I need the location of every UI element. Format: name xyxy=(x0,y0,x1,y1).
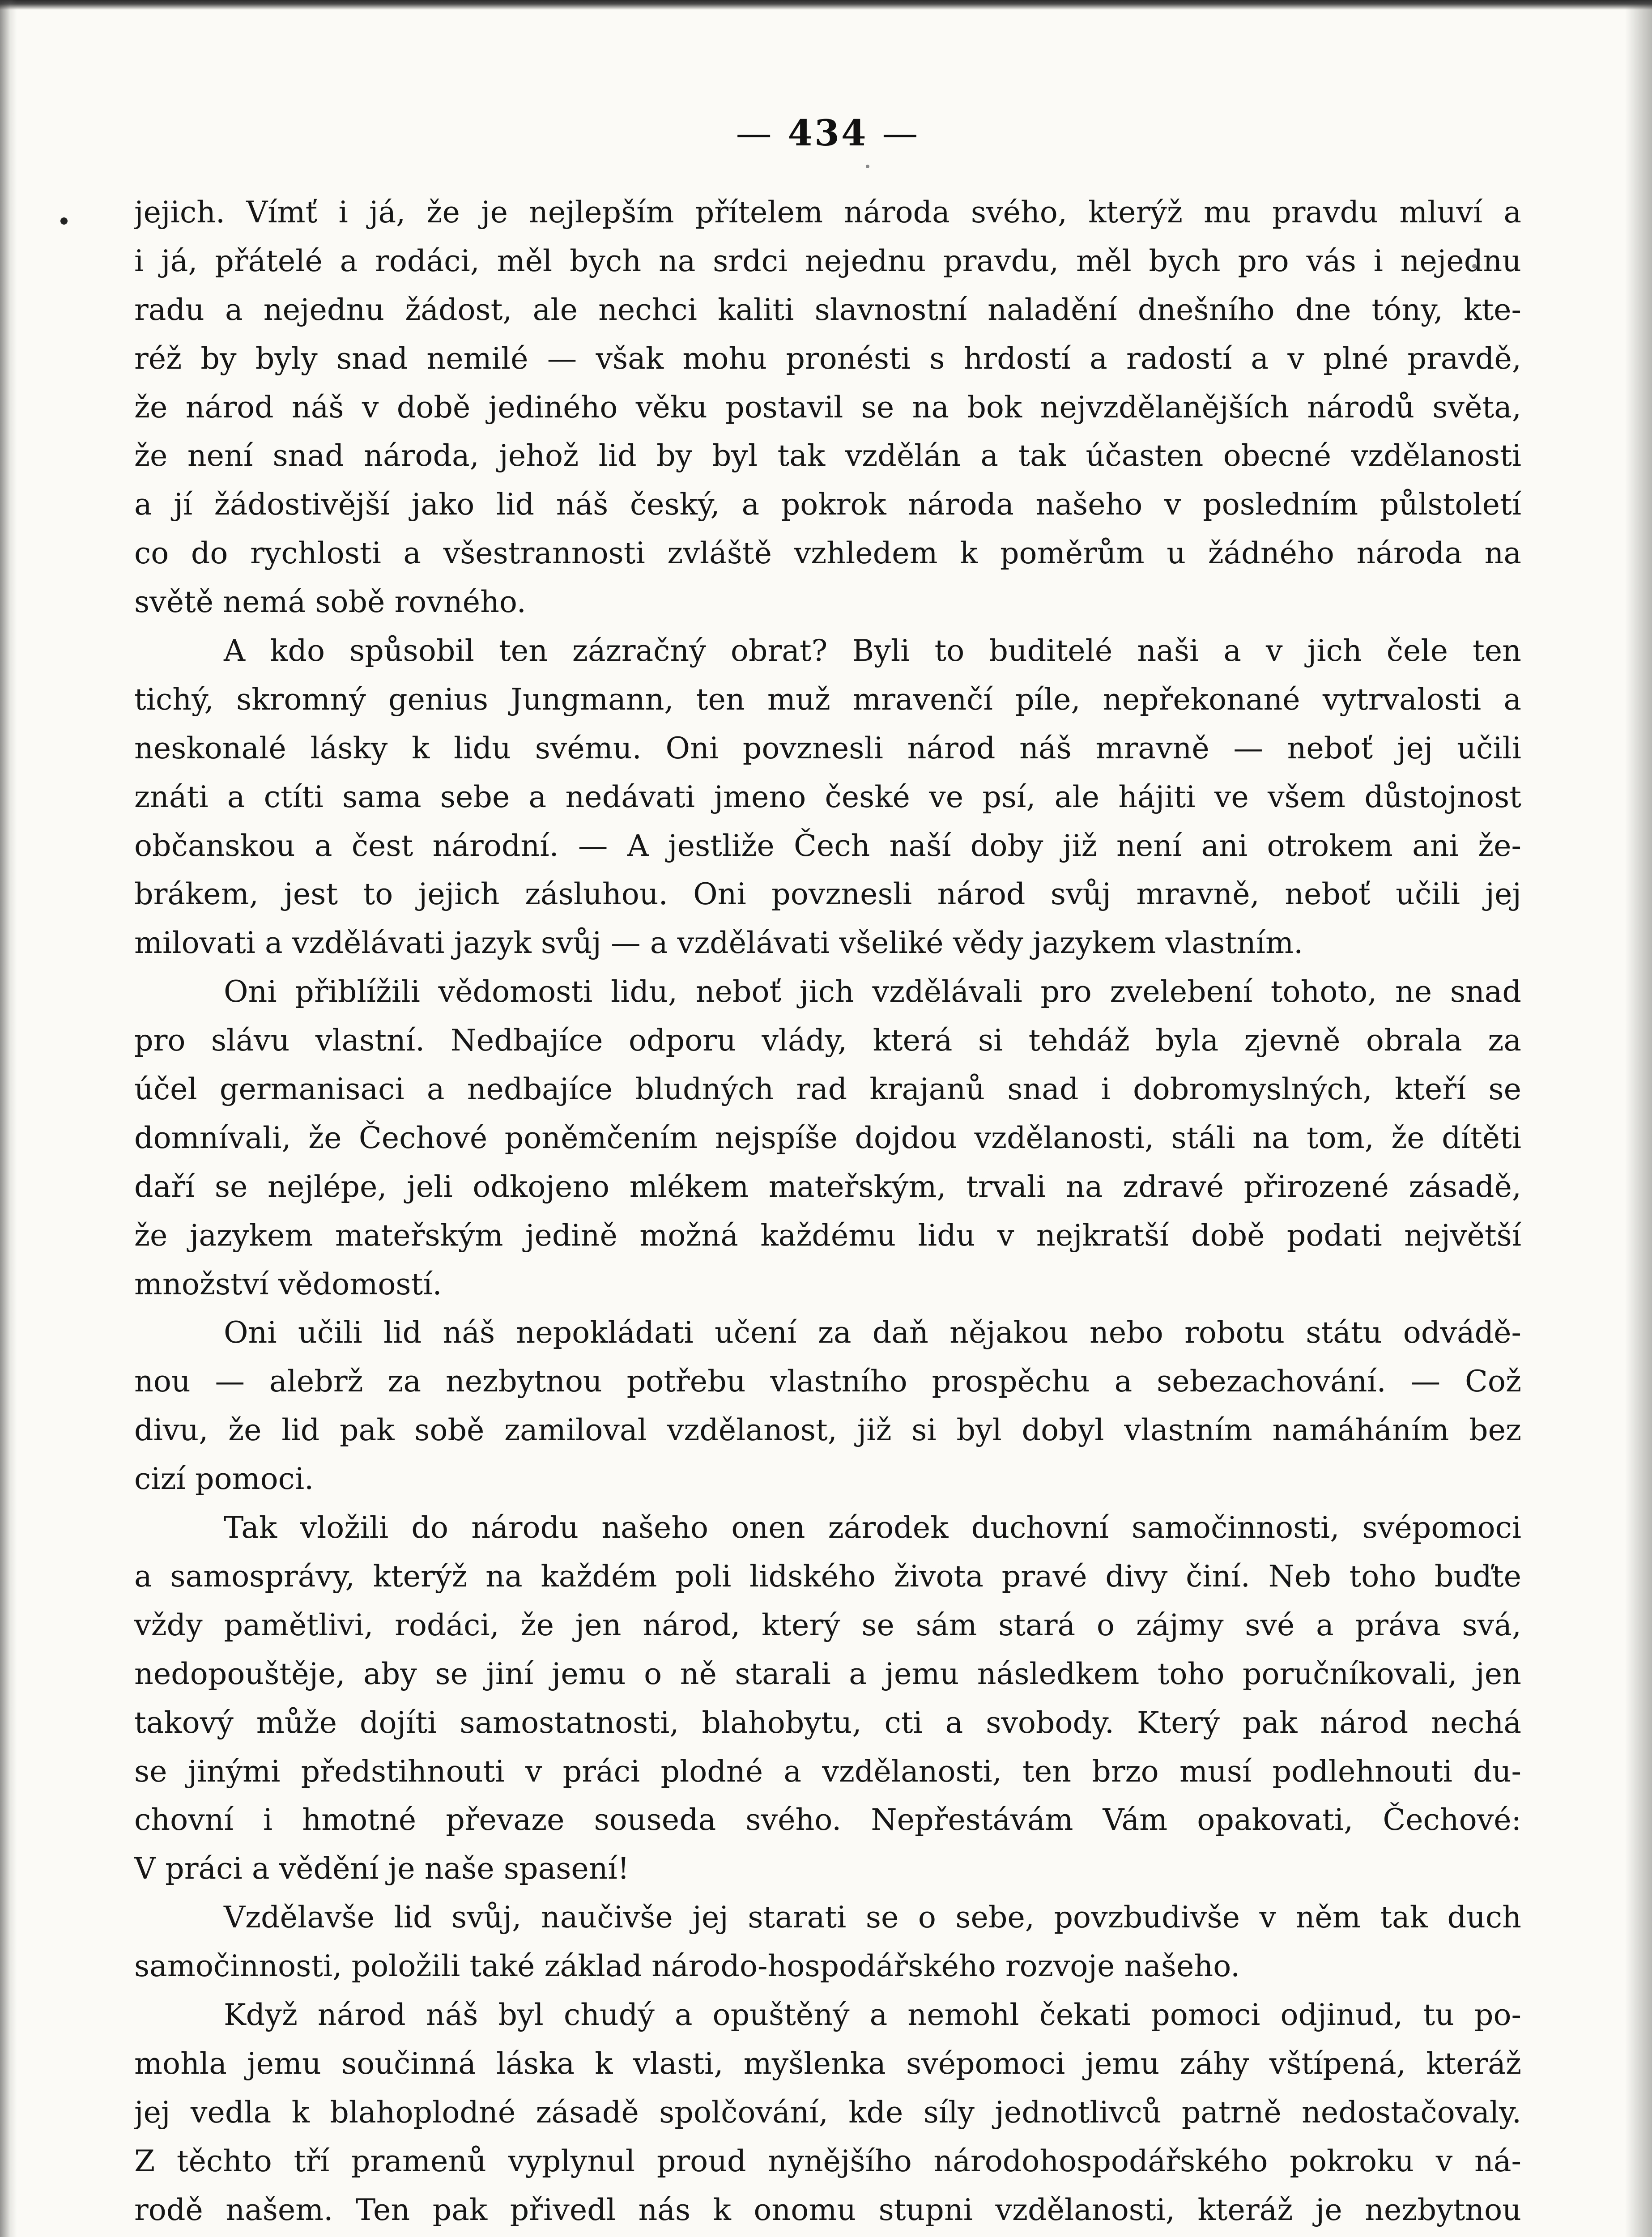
text-line: Tak vložili do národu našeho onen zárodek duchovní samočinnosti, svépomoci xyxy=(224,1510,1521,1545)
text-line: mohla jemu součinná láska k vlasti, myšlenka svépomoci jemu záhy vštípená, kteráž xyxy=(134,2046,1521,2081)
text-line: cizí pomoci. xyxy=(134,1461,314,1497)
text-line: chovní i hmotné převaze souseda svého. Nepřestávám Vám opakovati, Čechové: xyxy=(134,1802,1521,1837)
text-line: Oni přiblížili vědomosti lidu, neboť jich vzdělávali pro zvelebení tohoto, ne snad xyxy=(224,974,1521,1009)
text-line: se jinými předstihnouti v práci plodné a vzdělanosti, ten brzo musí podlehnouti du- xyxy=(134,1753,1521,1789)
text-line: neskonalé lásky k lidu svému. Oni povznesli národ náš mravně — neboť jej učili xyxy=(134,730,1521,766)
text-line: divu, že lid pak sobě zamiloval vzdělanost, již si byl dobyl vlastním namáháním bez xyxy=(134,1412,1521,1448)
text-line: množství vědomostí. xyxy=(134,1266,442,1301)
text-line: jejich. Vímť i já, že je nejlepším přítelem národa svého, kterýž mu pravdu mluví a xyxy=(134,195,1521,230)
text-line: takový může dojíti samostatnosti, blahobytu, cti a svobody. Který pak národ nechá xyxy=(134,1705,1521,1740)
text-line: a jí žádostivější jako lid náš český, a pokrok národa našeho v posledním půlstoletí xyxy=(134,487,1521,522)
page-number-dash-right: — xyxy=(882,112,920,154)
text-line: Oni učili lid náš nepokládati učení za daň nějakou nebo robotu státu odvádě- xyxy=(224,1315,1521,1350)
text-line: tichý, skromný genius Jungmann, ten muž mravenčí píle, nepřekonané vytrvalosti a xyxy=(134,681,1521,717)
text-line: Vzdělavše lid svůj, naučivše jej starati se o sebe, povzbudivše v něm tak duch xyxy=(224,1900,1521,1935)
body-text xyxy=(134,188,1521,2237)
text-line: A kdo spůsobil ten zázračný obrat? Byli to buditelé naši a v jich čele ten xyxy=(224,633,1521,668)
scan-right-edge xyxy=(1625,0,1652,2237)
text-line: světě nemá sobě rovného. xyxy=(134,584,526,620)
text-line xyxy=(134,2234,1521,2237)
text-line: daří se nejlépe, jeli odkojeno mlékem mateřským, trvali na zdravé přirozené zásadě, xyxy=(134,1169,1521,1204)
text-line: že národ náš v době jediného věku postavil se na bok nejvzdělanějších národů světa, xyxy=(134,389,1521,425)
text-line: réž by byly snad nemilé — však mohu pronésti s hrdostí a radostí a v plné pravdě, xyxy=(134,340,1521,376)
scan-top-edge xyxy=(0,0,1652,10)
page-number-dash-left: — xyxy=(736,112,774,154)
page-number-value: 434 xyxy=(788,112,868,154)
text-line: domnívali, že Čechové poněmčením nejspíše dojdou vzdělanosti, stáli na tom, že dítěti xyxy=(134,1120,1521,1155)
page-number xyxy=(720,112,935,154)
text-line: V práci a vědění je naše spasení! xyxy=(134,1851,630,1886)
text-line: samočinnosti, položili také základ národo-hospodářského rozvoje našeho. xyxy=(134,1948,1240,1984)
text-line: co do rychlosti a všestrannosti zvláště vzhledem k poměrům u žádného národa na xyxy=(134,536,1521,571)
text-line: že není snad národa, jehož lid by byl tak vzdělán a tak účasten obecné vzdělanosti xyxy=(134,438,1521,473)
text-line: vždy pamětlivi, rodáci, že jen národ, který se sám stará o zájmy své a práva svá, xyxy=(134,1607,1521,1642)
text-line: účel germanisaci a nedbajíce bludných rad krajanů snad i dobromyslných, kteří se xyxy=(134,1072,1521,1107)
stray-ink-speck xyxy=(866,165,869,168)
text-line: znáti a ctíti sama sebe a nedávati jmeno české ve psí, ale hájiti ve všem důstojnost xyxy=(134,779,1521,814)
text-line: občanskou a čest národní. — A jestliže Čech naší doby již není ani otrokem ani že- xyxy=(134,828,1521,863)
text-line: Když národ náš byl chudý a opuštěný a nemohl čekati pomoci odjinud, tu po- xyxy=(224,1997,1521,2032)
text-line: a samosprávy, kterýž na každém poli lidského života pravé divy činí. Neb toho buďte xyxy=(134,1558,1521,1594)
text-line: milovati a vzdělávati jazyk svůj — a vzdělávati všeliké vědy jazykem vlastním. xyxy=(134,925,1303,961)
text-line: brákem, jest to jejich zásluhou. Oni povznesli národ svůj mravně, neboť učili jej xyxy=(134,876,1521,912)
text-line: nou — alebrž za nezbytnou potřebu vlastního prospěchu a sebezachování. — Což xyxy=(134,1364,1521,1399)
text-line: i já, přátelé a rodáci, měl bych na srdci nejednu pravdu, měl bych pro vás i nejednu xyxy=(134,243,1521,278)
stray-ink-dot xyxy=(60,217,68,225)
scan-left-edge xyxy=(0,0,17,2237)
text-line: pro slávu vlastní. Nedbajíce odporu vlády, která si tehdáž byla zjevně obrala za xyxy=(134,1023,1521,1058)
text-line: jej vedla k blahoplodné zásadě spolčování, kde síly jednotlivců patrně nedostačovaly. xyxy=(134,2094,1521,2130)
text-line: nedopouštěje, aby se jiní jemu o ně starali a jemu následkem toho poručníkovali, jen xyxy=(134,1656,1521,1691)
text-line: radu a nejednu žádost, ale nechci kaliti slavnostní naladění dnešního dne tóny, kte- xyxy=(134,292,1521,327)
text-line: rodě našem. Ten pak přivedl nás k onomu stupni vzdělanosti, kteráž je nezbytnou xyxy=(134,2192,1521,2227)
text-line: že jazykem mateřským jedině možná každému lidu v nejkratší době podati největší xyxy=(134,1217,1521,1253)
text-line: Z těchto tří pramenů vyplynul proud nynějšího národohospodářského pokroku v ná- xyxy=(134,2143,1521,2178)
